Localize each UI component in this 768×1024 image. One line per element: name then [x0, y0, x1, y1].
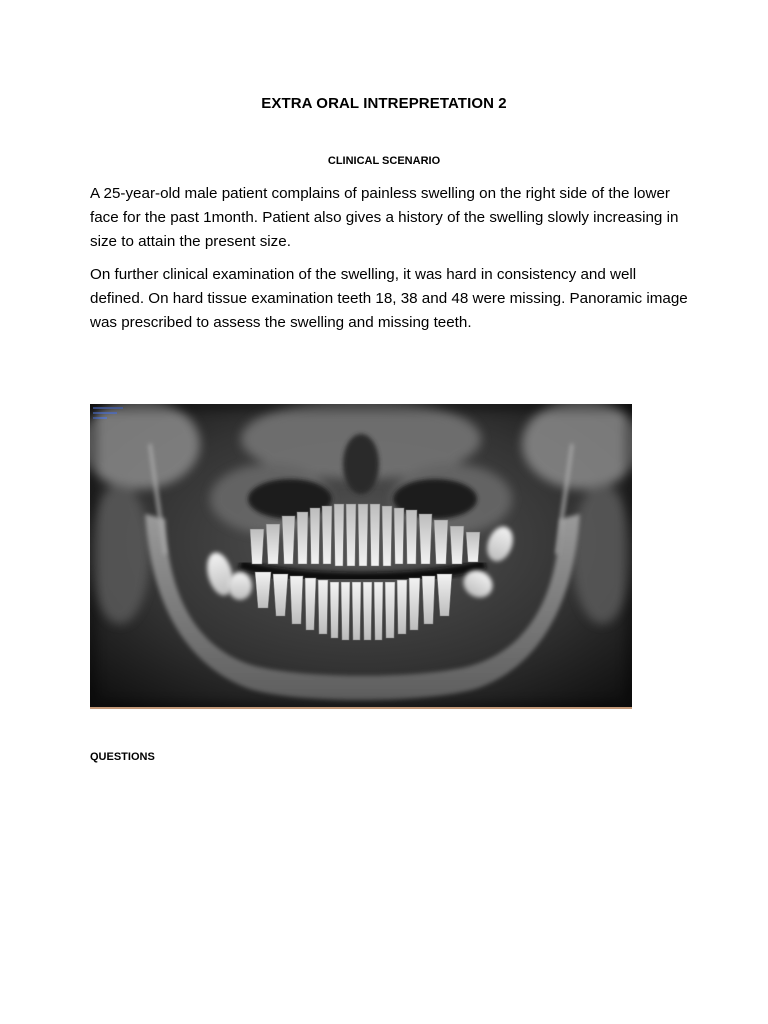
document-title: EXTRA ORAL INTREPRETATION 2 [261, 95, 507, 112]
scenario-paragraph-1: A 25-year-old male patient complains of painless swelling on the right side of the lower face for the past 1month. Patient also gives a history of the swelling slowly increasing in size to attain the present size. [90, 185, 679, 250]
scenario-paragraph-2: On further clinical examination of the swelling, it was hard in consistency and well defined. On hard tissue examination teeth 18, 38 and 48 were missing. Panoramic image was prescribed to assess the swelling and missing teeth. [90, 266, 688, 331]
panoramic-radiograph-image [90, 404, 632, 709]
panoramic-xray-illustration [90, 404, 632, 709]
questions-heading: QUESTIONS [90, 751, 155, 763]
section-heading: CLINICAL SCENARIO [327, 155, 441, 167]
